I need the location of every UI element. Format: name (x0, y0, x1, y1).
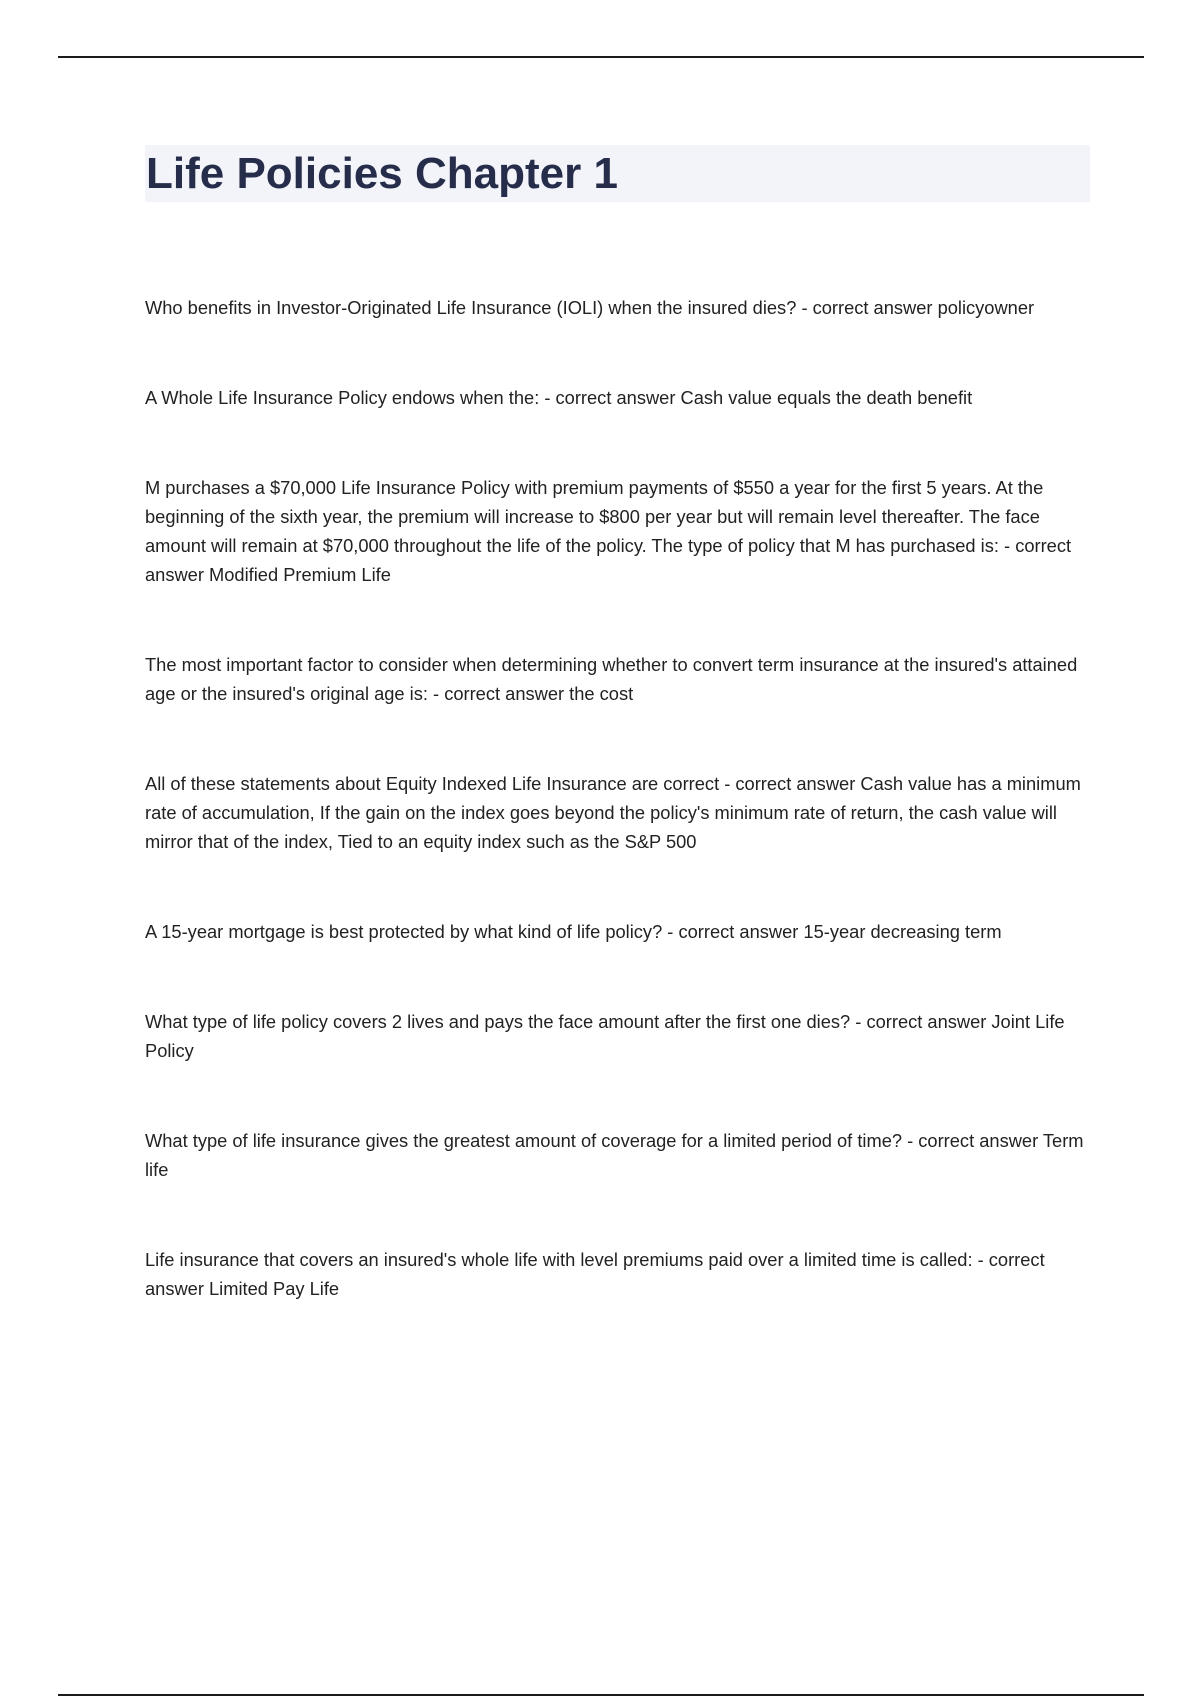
qa-item: A Whole Life Insurance Policy endows when the: - correct answer Cash value equals the death benefit (145, 387, 973, 408)
footer-rule (58, 1694, 1144, 1696)
page-title: Life Policies Chapter 1 (146, 149, 618, 198)
header-rule (58, 56, 1144, 58)
qa-item: Who benefits in Investor-Originated Life Insurance (IOLI) when the insured dies? - correct answer policyowner (145, 297, 1035, 318)
qa-item: What type of life insurance gives the greatest amount of coverage for a limited period of time? - correct answer Term life (145, 1130, 1084, 1180)
qa-item: A 15-year mortgage is best protected by what kind of life policy? - correct answer 15-year decreasing term (145, 921, 1002, 942)
qa-item: The most important factor to consider when determining whether to convert term insurance at the insured's attained age or the insured's original age is: - correct answer the cost (145, 654, 1078, 704)
qa-item: Life insurance that covers an insured's whole life with level premiums paid over a limited time is called: - correct answer Limited Pay Life (145, 1249, 1045, 1299)
question-list (145, 293, 1090, 1303)
qa-item: What type of life policy covers 2 lives and pays the face amount after the first one dies? - correct answer Joint Life Policy (145, 1011, 1065, 1061)
qa-item: All of these statements about Equity Indexed Life Insurance are correct - correct answer Cash value has a minimum rate of accumulation, If the gain on the index goes beyond the policy's minimum rate of return, the cash value will mirror that of the index, Tied to an equity index such as the S&P 500 (145, 773, 1081, 852)
qa-item: M purchases a $70,000 Life Insurance Policy with premium payments of $550 a year for the first 5 years. At the beginning of the sixth year, the premium will increase to $800 per year but will remain level thereafter. The face amount will remain at $70,000 throughout the life of the policy. The type of policy that M has purchased is: - correct answer Modified Premium Life (145, 477, 1072, 585)
